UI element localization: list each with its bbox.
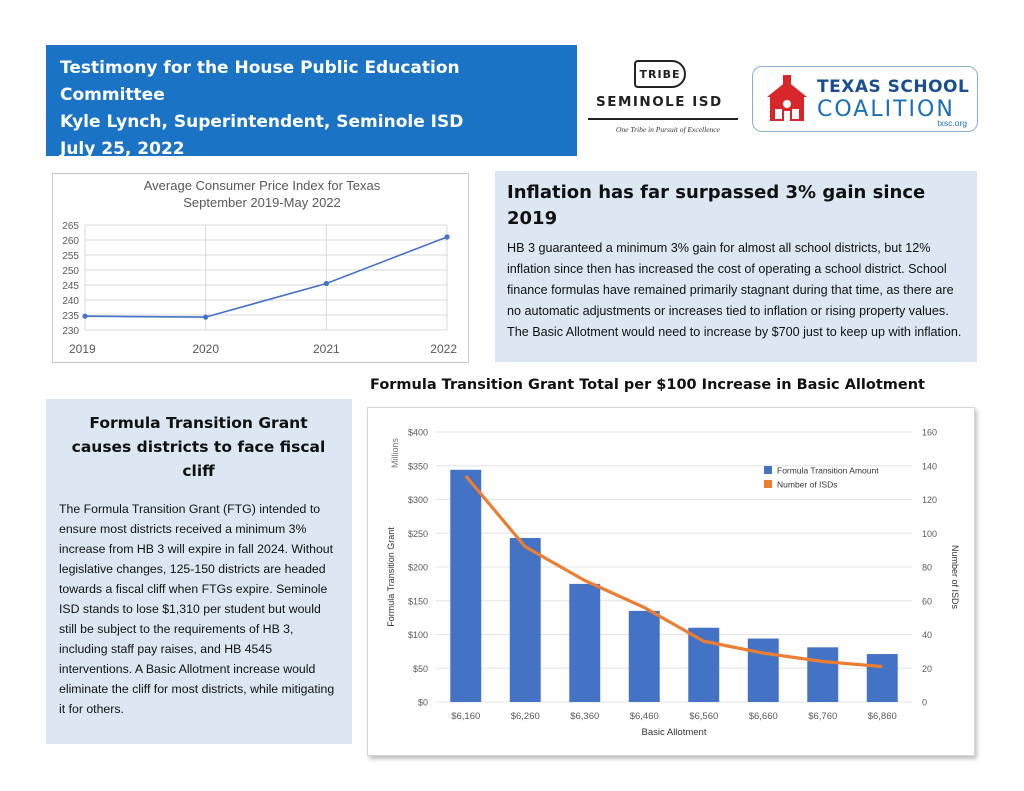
seminole-logo-rule — [588, 118, 738, 120]
header-author: Kyle Lynch, Superintendent, Seminole ISD — [60, 112, 464, 132]
inflation-panel — [495, 171, 977, 362]
ftg-legend-swatch-line — [764, 480, 772, 488]
cpi-ytick-label: 230 — [62, 326, 79, 337]
ftg-xaxis-label: Basic Allotment — [641, 727, 707, 738]
ftg-legend-label-line: Number of ISDs — [777, 479, 838, 490]
ftg-bar — [748, 639, 779, 702]
cpi-chart — [52, 173, 469, 363]
ftg-legend-swatch-bar — [764, 466, 772, 474]
cpi-ytick-label: 255 — [62, 251, 79, 262]
cpi-data-point — [203, 315, 208, 320]
ftg-y2tick-label: 40 — [922, 630, 933, 640]
arrowhead-icon: TRIBE — [634, 60, 686, 88]
cpi-xtick-label: 2022 — [430, 342, 457, 356]
cpi-data-point — [444, 234, 449, 239]
cpi-ytick-label: 265 — [62, 221, 79, 232]
cpi-chart-title-line1: Average Consumer Price Index for Texas — [143, 178, 381, 193]
ftg-xtick-label: $6,560 — [689, 711, 719, 722]
ftg-xtick-label: $6,660 — [748, 711, 778, 722]
ftg-bar — [629, 611, 660, 702]
ftg-y2tick-label: 20 — [922, 663, 933, 674]
ftg-ytick-label: $400 — [407, 427, 428, 438]
ftg-y2tick-label: 160 — [922, 427, 938, 438]
cpi-xtick-label: 2021 — [312, 342, 340, 356]
texas-school-coalition-logo — [752, 66, 978, 132]
cpi-ytick-label: 235 — [62, 311, 79, 322]
seminole-isd-logo — [588, 56, 738, 144]
cpi-series-line — [85, 237, 447, 317]
ftg-ytick-label: $150 — [407, 596, 428, 607]
ftg-ytick-label: $200 — [407, 562, 428, 573]
ftg-bar — [867, 654, 898, 702]
ftg-xtick-label: $6,360 — [570, 711, 600, 722]
seminole-logo-tagline: One Tribe in Pursuit of Excellence — [616, 125, 720, 134]
cpi-ytick-label: 245 — [62, 281, 79, 292]
ftg-panel — [46, 399, 352, 744]
cpi-data-point — [324, 281, 329, 286]
tsc-logo-url: txsc.org — [937, 118, 967, 128]
ftg-yaxis-label: Formula Transition Grant — [386, 527, 396, 627]
ftg-y2tick-label: 80 — [922, 562, 933, 573]
cpi-xtick-label: 2019 — [69, 342, 96, 356]
ftg-xtick-label: $6,160 — [451, 711, 481, 722]
ftg-ytick-label: $300 — [407, 495, 428, 505]
cpi-chart-svg — [53, 174, 470, 364]
inflation-title: Inflation has far surpassed 3% gain since 2019 — [507, 182, 926, 229]
ftg-xtick-label: $6,860 — [867, 711, 897, 722]
ftg-y2tick-label: 120 — [922, 495, 938, 505]
ftg-y2tick-label: 0 — [922, 697, 928, 708]
ftg-xtick-label: $6,760 — [808, 711, 838, 722]
tsc-logo-line2: COALITION — [817, 97, 955, 122]
ftg-ytick-label: $0 — [417, 697, 428, 708]
ftg-y2tick-label: 60 — [922, 596, 933, 607]
ftg-ytick-label: $350 — [407, 461, 428, 472]
ftg-y2tick-label: 100 — [922, 528, 938, 539]
ftg-chart-title: Formula Transition Grant Total per $100 Increase in Basic Allotment — [370, 377, 925, 393]
inflation-body: HB 3 guaranteed a minimum 3% gain for almost all school districts, but 12% inflation since then has increased the cost of operating a school district. School finance formulas have remained primarily stagnant during that time, as there are no automatic adjustments or increases tied to inflation or rising property values. The Basic Allotment would need to increase by $700 just to keep up with inflation. — [507, 241, 962, 339]
ftg-bar — [688, 628, 719, 702]
ftg-yaxis-unit: Millions — [390, 437, 400, 469]
ftg-legend-label-bar: Formula Transition Amount — [777, 465, 879, 476]
ftg-bar — [510, 538, 541, 702]
cpi-ytick-label: 250 — [62, 266, 79, 277]
cpi-data-point — [82, 314, 87, 319]
cpi-xtick-label: 2020 — [192, 342, 220, 356]
cpi-ytick-label: 240 — [62, 296, 79, 307]
ftg-ytick-label: $50 — [412, 663, 428, 674]
header-title: Testimony for the House Public Education Committee — [60, 58, 460, 105]
ftg-y2tick-label: 140 — [922, 461, 938, 472]
ftg-body: The Formula Transition Grant (FTG) intended to ensure most districts received a minimum 3% increase from HB 3 will expire in fall 2024. Without legislative changes, 125-150 districts are headed towards a fiscal cliff when FTGs expire. Seminole ISD stands to lose $1,310 per student but would still be subject to the requirements of HB 3, including staff pay raises, and HB 4545 interventions. A Basic Allotment increase would eliminate the cliff for most districts, while mitigating it for others. — [59, 502, 335, 716]
ftg-y2axis-label: Number of ISDs — [950, 544, 960, 610]
ftg-bar — [450, 470, 481, 702]
ftg-bar — [807, 647, 838, 702]
ftg-ytick-label: $100 — [407, 630, 428, 640]
ftg-bar — [569, 584, 600, 702]
cpi-ytick-label: 260 — [62, 236, 79, 247]
header-banner — [46, 45, 577, 159]
tsc-logo-line1: TEXAS SCHOOL — [817, 77, 970, 97]
ftg-title: Formula Transition Grant causes districts to face fiscal cliff — [71, 414, 326, 480]
schoolhouse-icon — [761, 73, 813, 125]
header-date: July 25, 2022 — [60, 139, 185, 159]
ftg-xtick-label: $6,460 — [629, 711, 659, 722]
ftg-chart — [367, 407, 975, 756]
seminole-logo-name: SEMINOLE ISD — [596, 94, 723, 110]
cpi-chart-title-line2: September 2019-May 2022 — [183, 195, 341, 210]
ftg-chart-svg — [368, 408, 976, 757]
ftg-ytick-label: $250 — [407, 528, 428, 539]
ftg-xtick-label: $6,260 — [510, 711, 540, 722]
